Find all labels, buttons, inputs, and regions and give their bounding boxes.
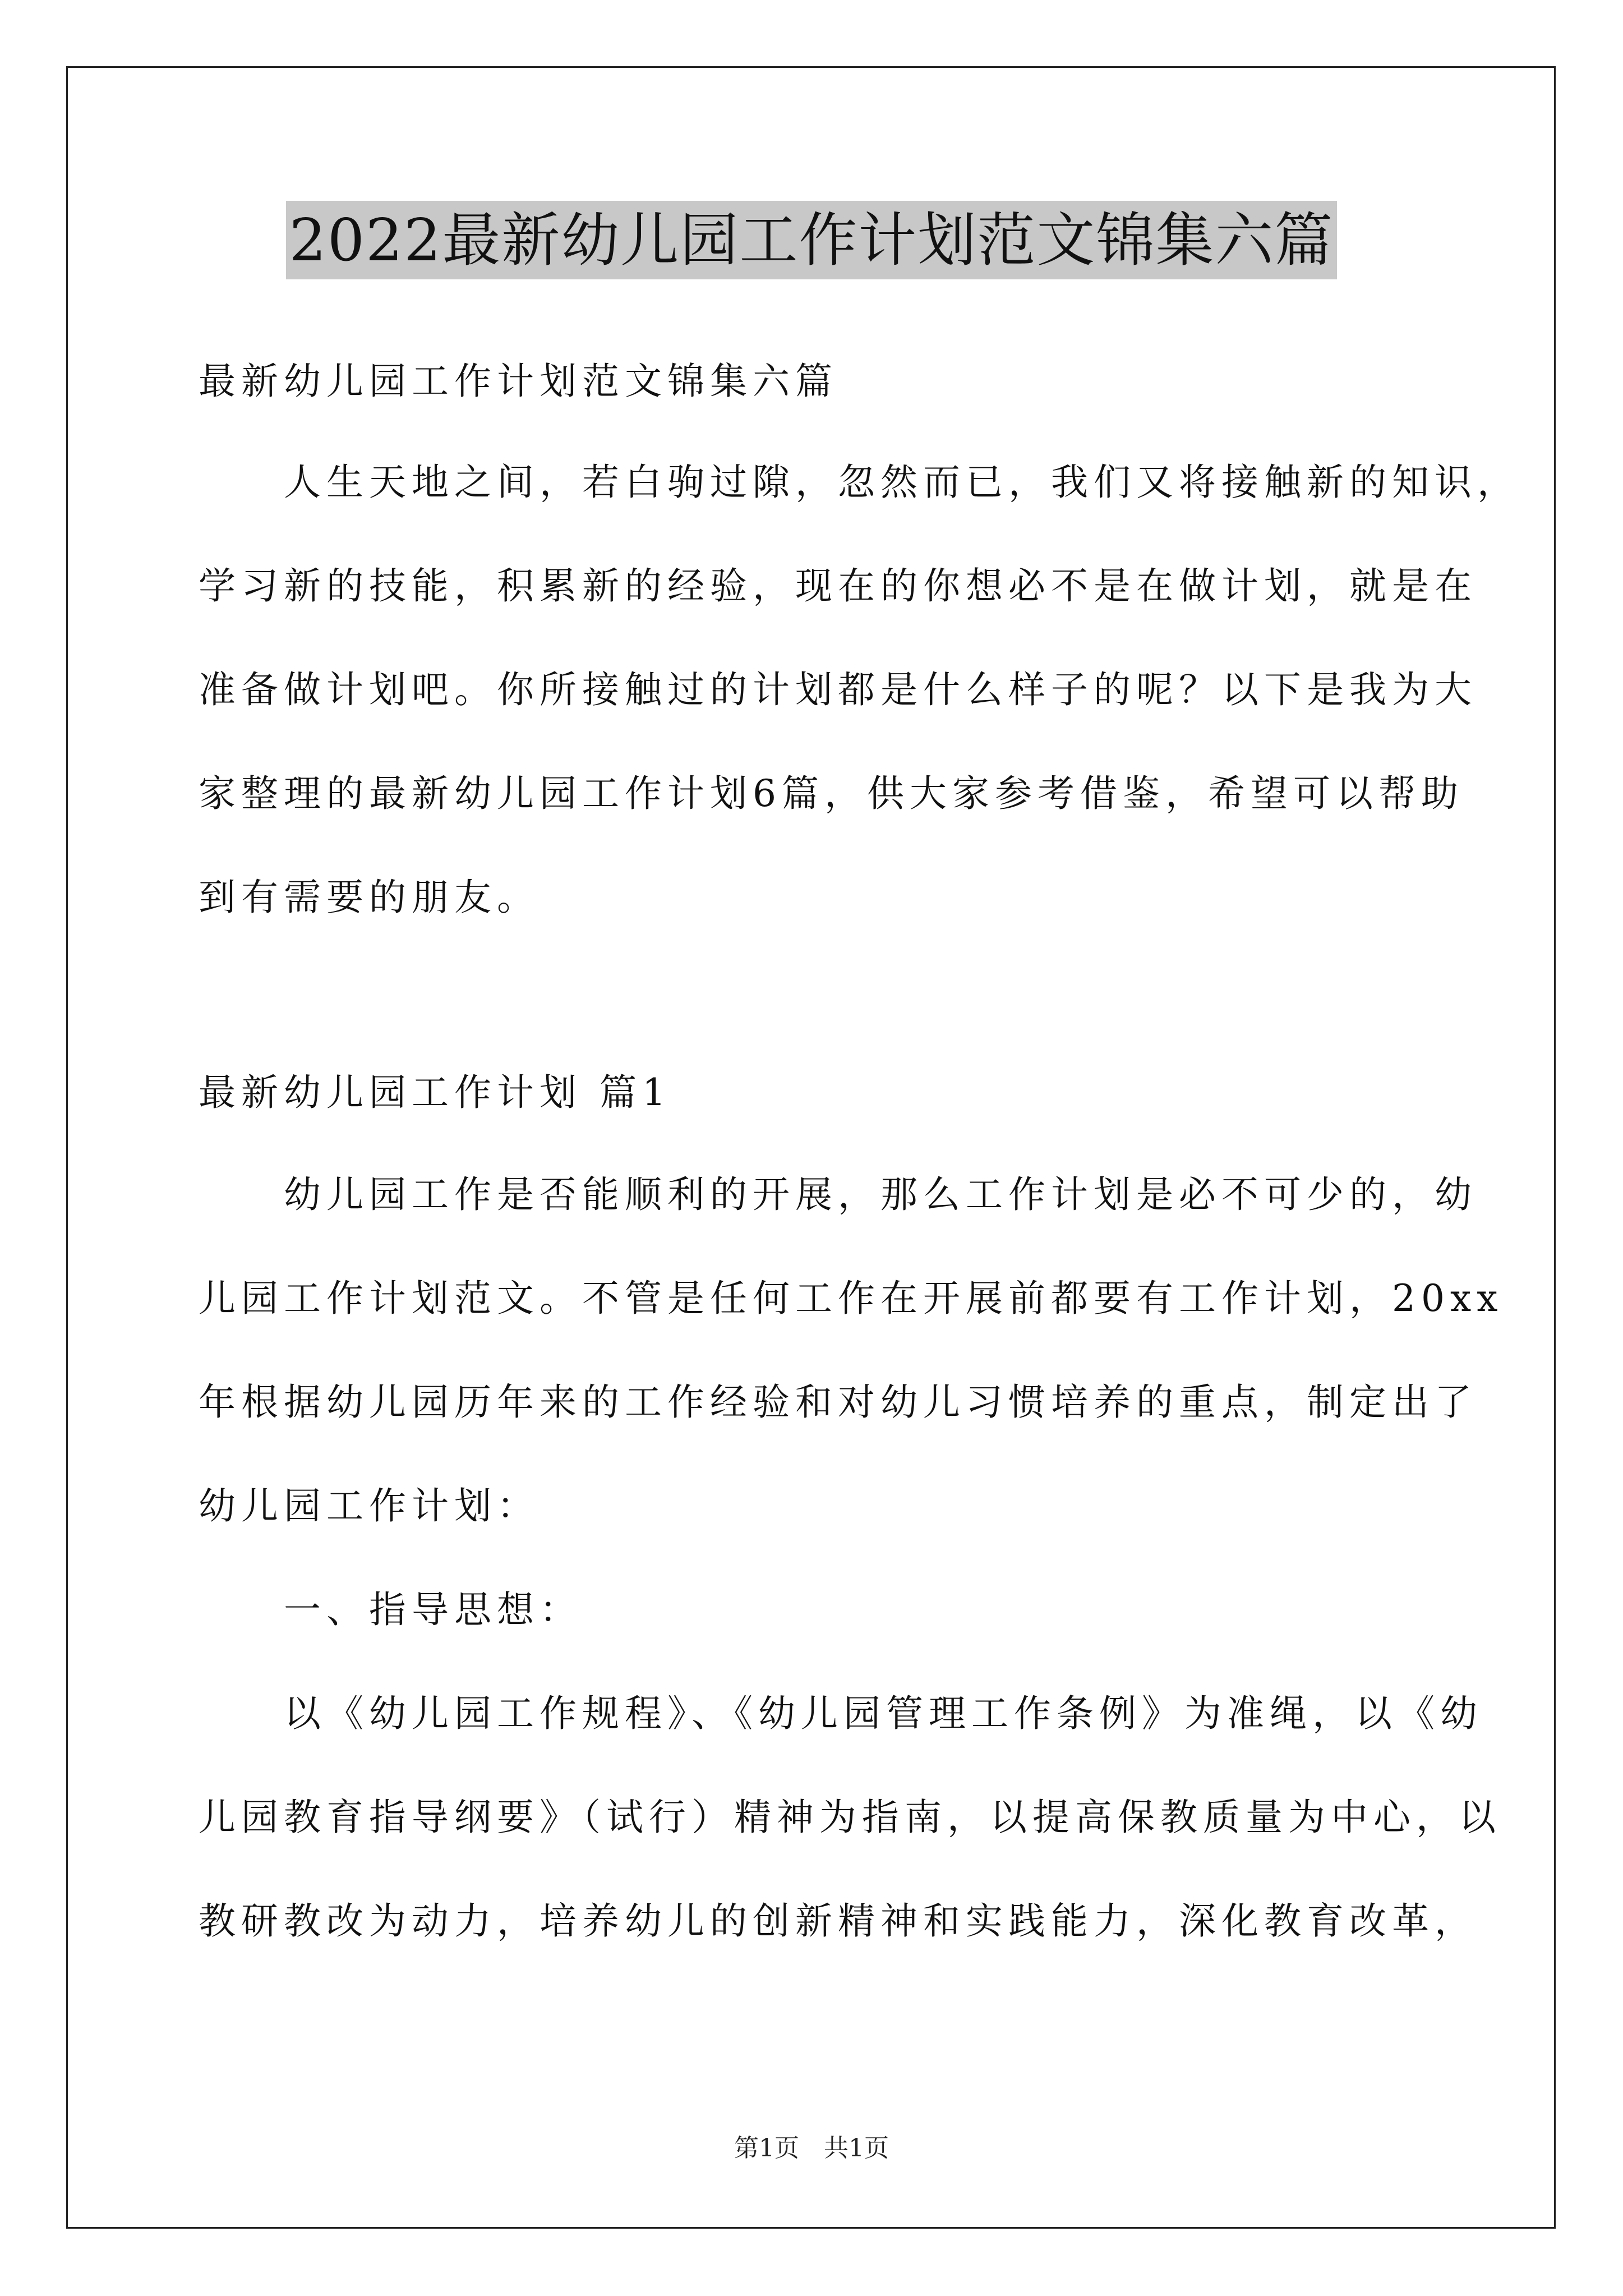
title-container <box>0 201 1623 279</box>
document-title: 2022最新幼儿园工作计划范文锦集六篇 <box>286 201 1338 279</box>
section-line-2: 儿园工作计划范文。不管是任何工作在开展前都要有工作计划，20xx <box>199 1277 1504 1320</box>
intro-line-2: 学习新的技能，积累新的经验，现在的你想必不是在做计划，就是在 <box>199 564 1477 608</box>
section-line-1: 幼儿园工作是否能顺利的开展，那么工作计划是必不可少的，幼 <box>199 1173 1477 1216</box>
section-heading: 最新幼儿园工作计划 篇1 <box>199 1071 671 1114</box>
intro-line-1: 人生天地之间，若白驹过隙，忽然而已，我们又将接触新的知识， <box>199 461 1520 504</box>
section-line-8: 教研教改为动力，培养幼儿的创新精神和实践能力，深化教育改革， <box>199 1899 1477 1943</box>
page-footer: 第1页 共1页 <box>734 2134 889 2162</box>
section-line-5: 一、指导思想： <box>199 1588 582 1631</box>
section-line-6: 以《幼儿园工作规程》、《幼儿园管理工作条例》为准绳，以《幼 <box>199 1692 1483 1735</box>
section-line-3: 年根据幼儿园历年来的工作经验和对幼儿习惯培养的重点，制定出了 <box>199 1381 1477 1424</box>
intro-line-4: 家整理的最新幼儿园工作计划6篇，供大家参考借鉴，希望可以帮助 <box>199 772 1464 815</box>
intro-line-3: 准备做计划吧。你所接触过的计划都是什么样子的呢？以下是我为大 <box>199 668 1477 711</box>
section-line-7: 儿园教育指导纲要》（试行）精神为指南，以提高保教质量为中心，以 <box>199 1796 1501 1839</box>
section-line-4: 幼儿园工作计划： <box>199 1484 540 1527</box>
intro-line-5: 到有需要的朋友。 <box>199 876 540 919</box>
subtitle: 最新幼儿园工作计划范文锦集六篇 <box>199 360 838 403</box>
